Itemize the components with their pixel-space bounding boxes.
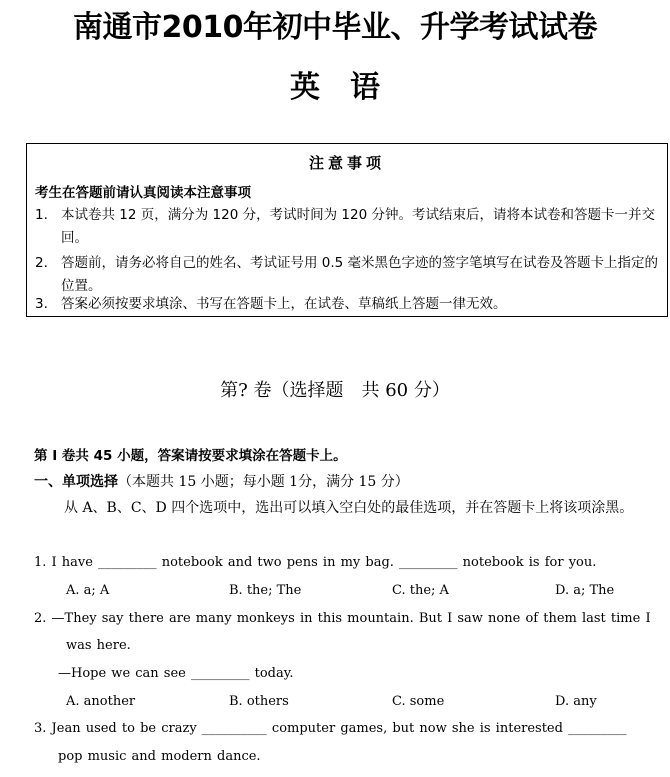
- question-1-option-d: D. a; The: [555, 583, 615, 598]
- question-1-option-a: A. a; A: [66, 583, 110, 598]
- exam-title: 南通市2010年初中毕业、升学考试试卷: [73, 10, 597, 45]
- question-2-option-c: C. some: [392, 694, 445, 709]
- question-2-option-d: D. any: [555, 694, 597, 709]
- notice-item-number: 3.: [35, 296, 48, 312]
- part-heading-note: （本题共 15 小题；每小题 1分，满分 15 分）: [118, 474, 409, 490]
- question-2-stem: 2. —They say there are many monkeys in this mountain. But I saw none of them last time I: [34, 611, 651, 626]
- part-heading-title: 一、单项选择: [34, 474, 118, 490]
- part-instruction: 第 I 卷共 45 小题，答案请按要求填涂在答题卡上。: [34, 448, 347, 464]
- question-3-stem-continued: pop music and modern dance.: [58, 749, 261, 764]
- question-2-reply: —Hope we can see _________ today.: [58, 666, 294, 681]
- notice-item: [35, 252, 661, 298]
- question-1-option-b: B. the; The: [229, 583, 302, 598]
- notice-item-text: 本试卷共 12 页，满分为 120 分，考试时间为 120 分钟。考试结束后，请将本试卷和答题卡一并交回。: [61, 207, 655, 246]
- notice-item: [35, 204, 661, 250]
- notice-item: [35, 293, 661, 316]
- question-3-stem: 3. Jean used to be crazy __________ computer games, but now she is interested _________: [34, 721, 627, 736]
- notice-item-text: 答案必须按要求填涂、书写在答题卡上，在试卷、草稿纸上答题一律无效。: [61, 296, 507, 312]
- notice-item-number: 1.: [35, 207, 48, 223]
- notice-lead: 考生在答题前请认真阅读本注意事项: [35, 185, 251, 201]
- question-2-option-a: A. another: [66, 694, 136, 709]
- exam-subject: 英 语: [290, 70, 380, 105]
- part-heading: [34, 471, 409, 491]
- question-2-stem-continued: was here.: [66, 638, 131, 653]
- part-direction: 从 A、B、C、D 四个选项中，选出可以填入空白处的最佳选项，并在答题卡上将该项涂黑。: [64, 500, 634, 516]
- notice-item-text: 答题前，请务必将自己的姓名、考试证号用 0.5 毫米黑色字迹的签字笔填写在试卷及答题卡上指定的位置。: [61, 255, 659, 294]
- notice-item-number: 2.: [35, 255, 48, 271]
- notice-box: [26, 143, 668, 317]
- question-1-stem: 1. I have _________ notebook and two pens in my bag. _________ notebook is for you.: [34, 555, 597, 570]
- section-title: 第? 卷（选择题 共 60 分）: [220, 380, 450, 401]
- question-2-option-b: B. others: [229, 694, 289, 709]
- notice-heading: 注意事项: [308, 154, 385, 172]
- question-1-option-c: C. the; A: [392, 583, 449, 598]
